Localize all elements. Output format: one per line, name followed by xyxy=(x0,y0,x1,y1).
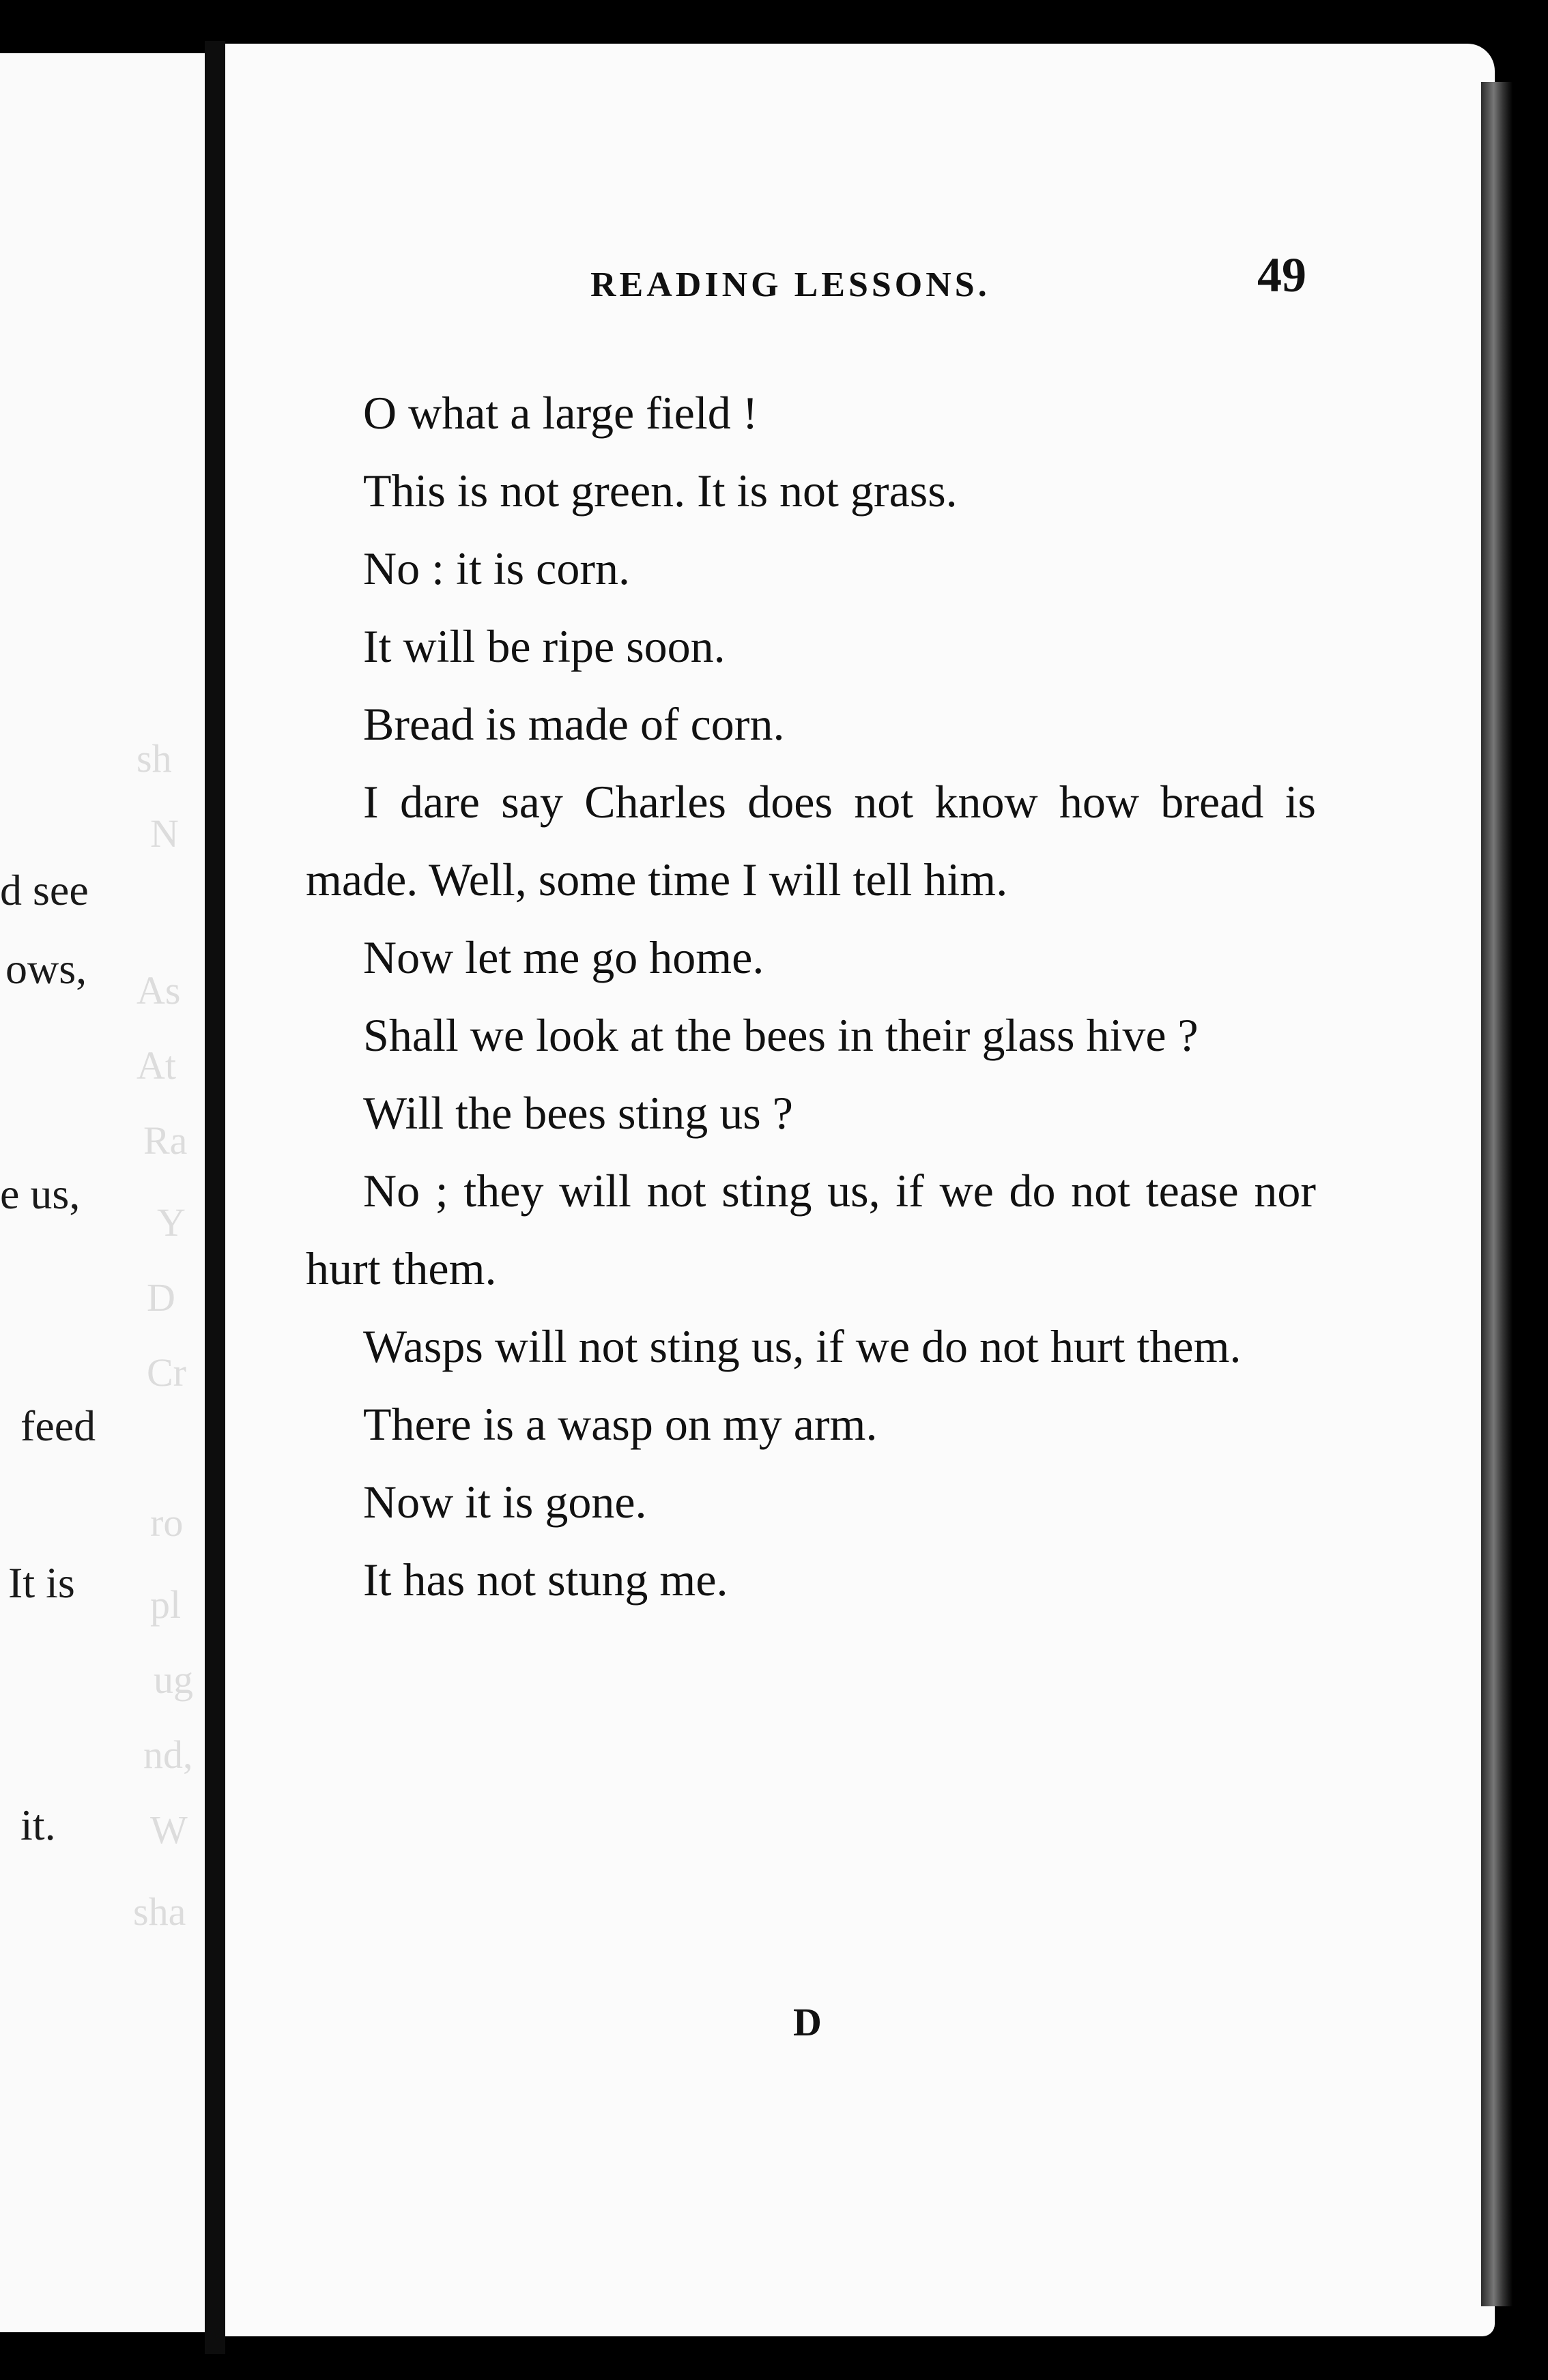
left-ghost-text: Y xyxy=(157,1200,186,1245)
paragraph: I dare say Charles does not know how bread is made. Well, some time I will tell him. xyxy=(306,776,1316,905)
paragraph: It has not stung me. xyxy=(363,1554,728,1606)
left-page-fragment: It is xyxy=(8,1558,75,1607)
left-ghost-text: N xyxy=(150,811,179,856)
left-page-fragment: feed xyxy=(20,1402,96,1450)
signature-mark: D xyxy=(793,2000,822,2044)
left-ghost-text: D xyxy=(147,1275,175,1320)
left-facing-page xyxy=(0,53,205,2332)
paragraph: Now let me go home. xyxy=(363,931,764,983)
paragraph: There is a wasp on my arm. xyxy=(363,1398,878,1450)
left-ghost-text: Ra xyxy=(143,1118,188,1163)
left-ghost-text: nd, xyxy=(143,1732,193,1777)
paragraph: It will be ripe soon. xyxy=(363,620,726,672)
left-page-fragment: e us, xyxy=(0,1170,81,1218)
paragraph: Wasps will not sting us, if we do not hurt them. xyxy=(363,1320,1242,1372)
left-page-fragment: it. xyxy=(20,1801,56,1849)
left-ghost-text: At xyxy=(137,1043,176,1088)
paragraph: Now it is gone. xyxy=(363,1476,647,1528)
left-ghost-text: ro xyxy=(150,1500,184,1545)
paragraph: No ; they will not sting us, if we do not tease nor hurt them. xyxy=(306,1165,1316,1294)
paragraph: Bread is made of corn. xyxy=(363,698,785,750)
left-ghost-text: sh xyxy=(137,736,172,781)
paragraph: This is not green. It is not grass. xyxy=(363,465,958,517)
paragraph: Shall we look at the bees in their glass hive ? xyxy=(363,1009,1199,1061)
page-number: 49 xyxy=(1257,248,1306,302)
book-gutter xyxy=(205,41,225,2354)
paragraph: Will the bees sting us ? xyxy=(363,1087,793,1139)
paragraph: No : it is corn. xyxy=(363,542,630,594)
paragraph: O what a large field ! xyxy=(363,387,758,439)
lesson-text xyxy=(306,374,1316,1619)
left-ghost-text: Cr xyxy=(147,1350,186,1395)
left-ghost-text: As xyxy=(137,968,181,1013)
left-ghost-text: pl xyxy=(150,1582,182,1627)
page-edge xyxy=(1481,82,1513,2306)
left-ghost-text: W xyxy=(150,1808,188,1852)
left-page-fragment: ows, xyxy=(5,944,87,993)
left-ghost-text: sha xyxy=(133,1889,186,1934)
running-head: READING LESSONS. xyxy=(590,265,990,304)
left-page-fragment: d see xyxy=(0,866,89,914)
left-ghost-text: ug xyxy=(154,1657,193,1702)
